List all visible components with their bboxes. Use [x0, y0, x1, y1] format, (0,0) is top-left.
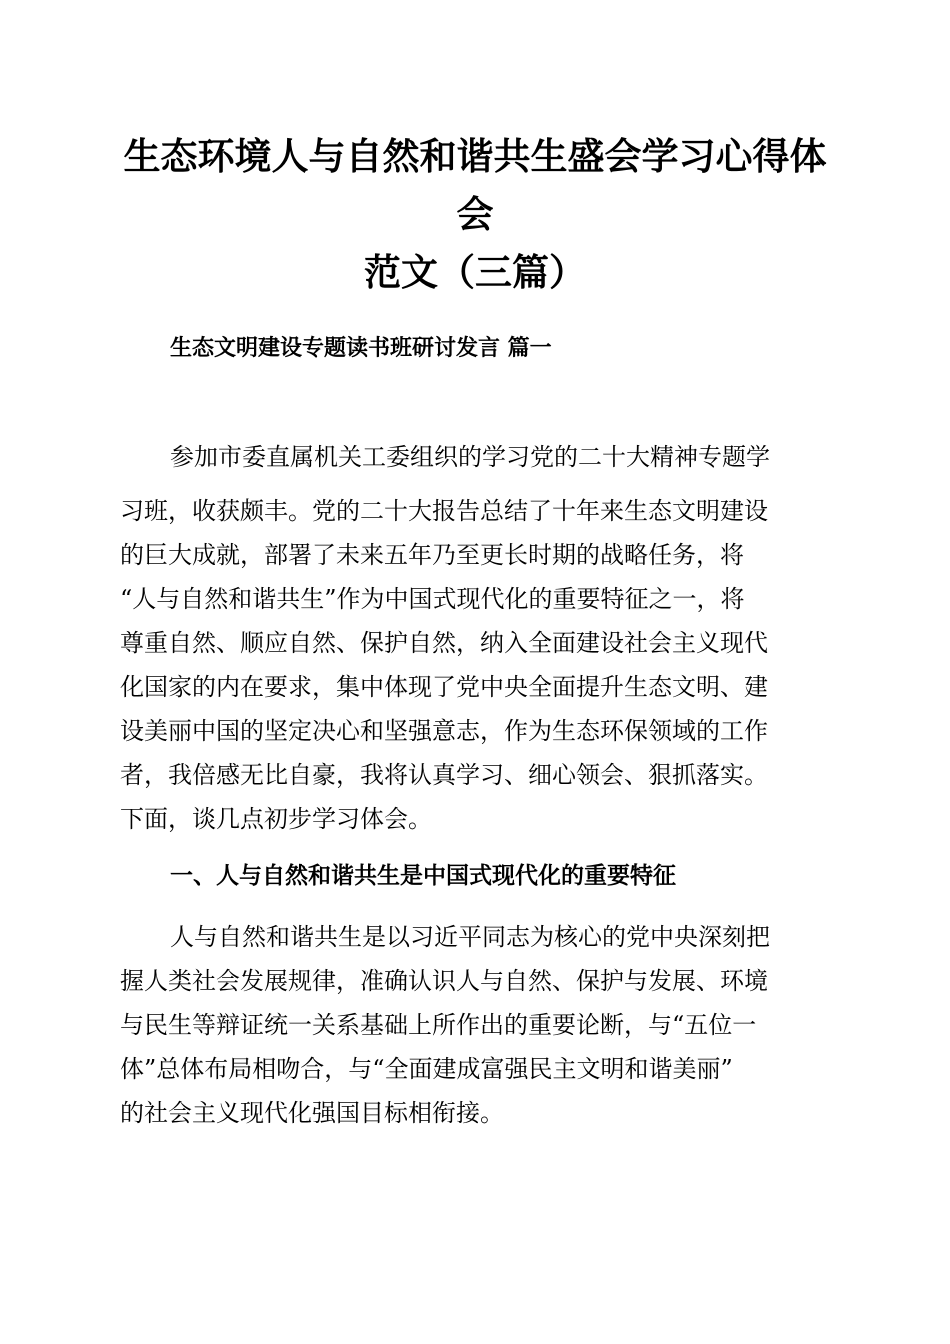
paragraph-line: 习班，收获颇丰。党的二十大报告总结了十年来生态文明建设 — [120, 497, 768, 525]
document-title-line-2: 范文（三篇） — [364, 251, 586, 294]
paragraph-line: “人与自然和谐共生”作为中国式现代化的重要特征之一，将 — [120, 585, 745, 613]
paragraph-line: 握人类社会发展规律，准确认识人与自然、保护与发展、环境 — [120, 967, 768, 995]
paragraph-line: 下面，谈几点初步学习体会。 — [120, 805, 432, 833]
document-title-line-1: 生态环境人与自然和谐共生盛会学习心得体会 — [123, 135, 827, 236]
paragraph-line: 体”总体布局相吻合，与“全面建成富强民主文明和谐美丽” — [120, 1055, 733, 1083]
article-subtitle: 生态文明建设专题读书班研讨发言 篇一 — [170, 336, 552, 361]
paragraph-line: 尊重自然、顺应自然、保护自然，纳入全面建设社会主义现代 — [120, 629, 768, 657]
paragraph-line: 的巨大成就，部署了未来五年乃至更长时期的战略任务，将 — [120, 541, 744, 569]
section-heading-1: 一、人与自然和谐共生是中国式现代化的重要特征 — [170, 863, 676, 889]
paragraph-line: 化国家的内在要求，集中体现了党中央全面提升生态文明、建 — [120, 673, 768, 701]
paragraph-line: 参加市委直属机关工委组织的学习党的二十大精神专题学 — [170, 443, 770, 471]
paragraph-line: 设美丽中国的坚定决心和坚强意志，作为生态环保领域的工作 — [120, 717, 768, 745]
document-title — [110, 128, 840, 302]
paragraph-line: 者，我倍感无比自豪，我将认真学习、细心领会、狠抓落实。 — [120, 761, 768, 789]
paragraph-line: 与民生等辩证统一关系基础上所作出的重要论断，与“五位一 — [120, 1011, 757, 1039]
paragraph-line: 人与自然和谐共生是以习近平同志为核心的党中央深刻把 — [170, 923, 770, 951]
paragraph-line: 的社会主义现代化强国目标相衔接。 — [120, 1099, 504, 1127]
